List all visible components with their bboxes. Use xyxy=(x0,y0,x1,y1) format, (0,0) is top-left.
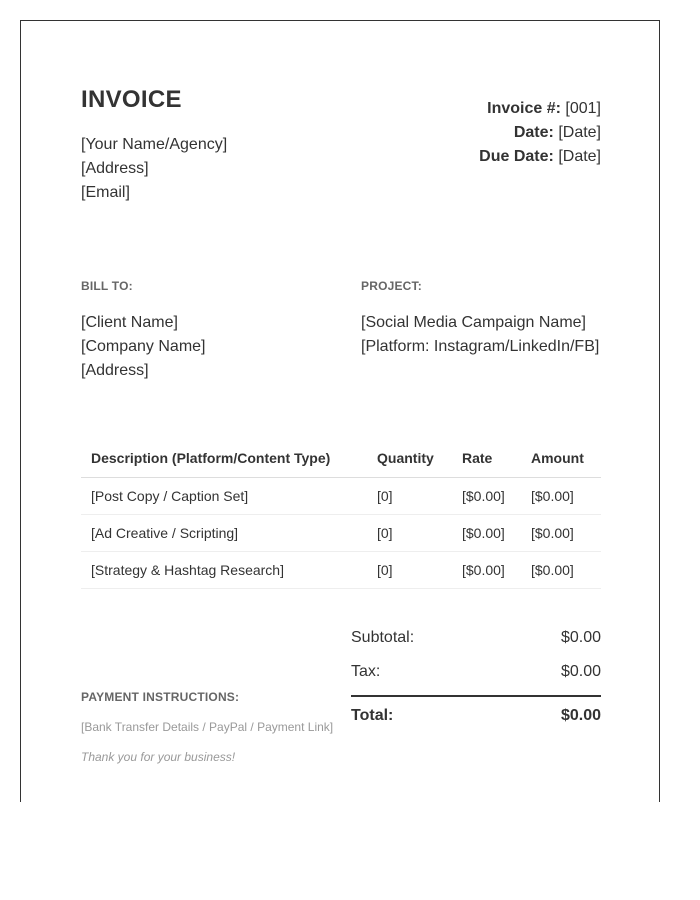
invoice-date-label: Date: xyxy=(513,124,554,141)
client-address: [Address] xyxy=(81,362,149,379)
table-row xyxy=(81,515,601,552)
bill-to-block xyxy=(81,311,206,383)
sender-block xyxy=(81,133,227,205)
sender-address: [Address] xyxy=(81,160,149,177)
payment-details: [Bank Transfer Details / PayPal / Payment Link] xyxy=(81,720,334,734)
invoice-page xyxy=(20,20,660,802)
bill-to-label: BILL TO: xyxy=(81,279,133,293)
cell-description: [Strategy & Hashtag Research] xyxy=(81,552,367,589)
sender-email: [Email] xyxy=(81,184,130,201)
tax-value: $0.00 xyxy=(560,663,601,680)
due-date-label: Due Date: xyxy=(479,148,554,165)
cell-description: [Ad Creative / Scripting] xyxy=(81,515,367,552)
cell-quantity: [0] xyxy=(367,515,452,552)
table-row xyxy=(81,478,601,515)
thank-you-note: Thank you for your business! xyxy=(81,750,236,764)
project-label: PROJECT: xyxy=(361,279,422,293)
invoice-date-line xyxy=(479,121,601,145)
column-header-quantity: Quantity xyxy=(367,439,452,478)
invoice-date-value: [Date] xyxy=(558,124,601,141)
due-date-line xyxy=(479,145,601,169)
table-row xyxy=(81,552,601,589)
totals-divider xyxy=(351,695,601,697)
sender-name: [Your Name/Agency] xyxy=(81,136,228,153)
column-header-rate: Rate xyxy=(452,439,521,478)
cell-amount: [$0.00] xyxy=(521,552,601,589)
line-items-table xyxy=(81,439,601,589)
company-name: [Company Name] xyxy=(81,338,206,355)
project-name: [Social Media Campaign Name] xyxy=(361,314,586,331)
cell-amount: [$0.00] xyxy=(521,515,601,552)
due-date-value: [Date] xyxy=(558,148,601,165)
invoice-number-line xyxy=(479,97,601,121)
column-header-amount: Amount xyxy=(521,439,601,478)
invoice-number-value: [001] xyxy=(565,100,601,117)
subtotal-label: Subtotal: xyxy=(351,629,415,646)
cell-description: [Post Copy / Caption Set] xyxy=(81,478,367,515)
totals-block xyxy=(351,627,601,727)
cell-amount: [$0.00] xyxy=(521,478,601,515)
client-name: [Client Name] xyxy=(81,314,178,331)
payment-instructions-label: PAYMENT INSTRUCTIONS: xyxy=(81,690,240,704)
tax-label: Tax: xyxy=(351,663,381,680)
cell-quantity: [0] xyxy=(367,552,452,589)
total-row xyxy=(351,705,601,727)
column-header-description: Description (Platform/Content Type) xyxy=(81,439,367,478)
invoice-number-label: Invoice #: xyxy=(487,100,561,117)
cell-rate: [$0.00] xyxy=(452,552,521,589)
project-platform: [Platform: Instagram/LinkedIn/FB] xyxy=(361,338,600,355)
subtotal-value: $0.00 xyxy=(560,629,601,646)
cell-rate: [$0.00] xyxy=(452,515,521,552)
subtotal-row xyxy=(351,627,601,661)
cell-quantity: [0] xyxy=(367,478,452,515)
table-header-row xyxy=(81,439,601,478)
invoice-title: INVOICE xyxy=(81,86,182,113)
cell-rate: [$0.00] xyxy=(452,478,521,515)
tax-row xyxy=(351,661,601,695)
project-block xyxy=(361,311,599,359)
total-label: Total: xyxy=(351,707,394,724)
total-value: $0.00 xyxy=(560,707,601,724)
invoice-meta xyxy=(479,97,601,169)
